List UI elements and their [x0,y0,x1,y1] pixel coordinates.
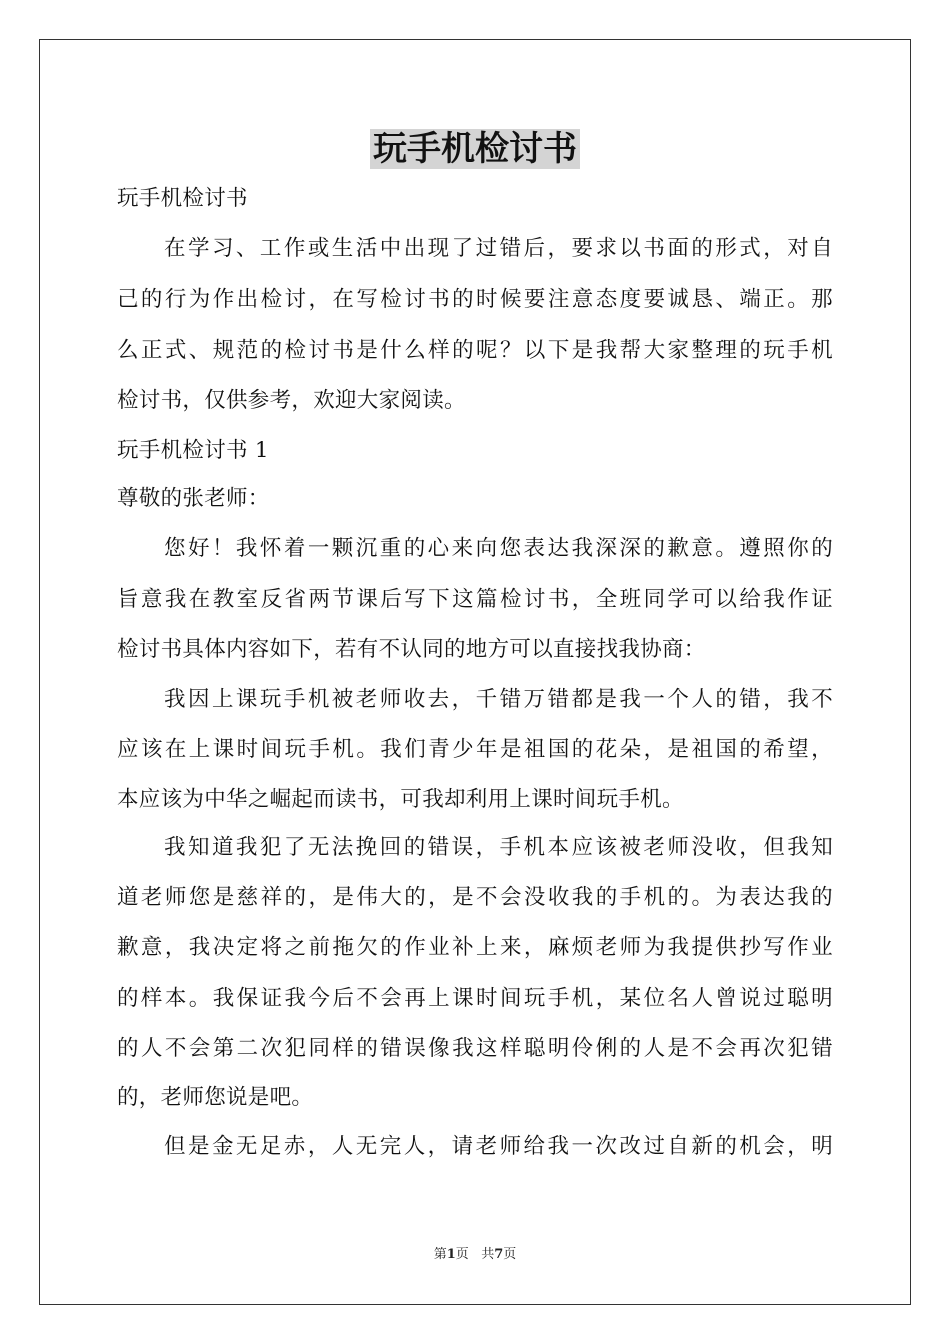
paragraph2-line-2: 应该在上课时间玩手机。我们青少年是祖国的花朵，是祖国的希望， [117,737,833,762]
paragraph1-line-2: 旨意我在教室反省两节课后写下这篇检讨书，全班同学可以给我作证 [117,587,833,612]
page-border [39,39,911,1305]
document-title [0,124,950,174]
paragraph1-line-3: 检讨书具体内容如下，若有不认同的地方可以直接找我协商： [117,637,706,662]
total-prefix: 共 [481,1247,495,1262]
page-prefix: 第 [433,1247,447,1262]
paragraph3-line-4: 的样本。我保证我今后不会再上课时间玩手机，某位名人曾说过聪明 [117,986,833,1011]
paragraph4-line-1: 但是金无足赤，人无完人，请老师给我一次改过自新的机会，明 [164,1134,833,1159]
paragraph3-line-3: 歉意，我决定将之前拖欠的作业补上来，麻烦老师为我提供抄写作业 [117,935,833,960]
salutation: 尊敬的张老师： [117,486,270,511]
paragraph2-line-3: 本应该为中华之崛起而读书，可我却利用上课时间玩手机。 [117,787,684,812]
paragraph1-line-1: 您好！我怀着一颗沉重的心来向您表达我深深的歉意。遵照你的 [164,536,833,561]
intro-line-4: 检讨书，仅供参考，欢迎大家阅读。 [117,388,466,413]
document-subtitle: 玩手机检讨书 [117,186,248,211]
paragraph3-line-1: 我知道我犯了无法挽回的错误，手机本应该被老师没收，但我知 [164,835,833,860]
paragraph2-line-1: 我因上课玩手机被老师收去，千错万错都是我一个人的错，我不 [164,687,833,712]
page-footer [0,1247,950,1263]
page-suffix: 页 [455,1247,469,1262]
page-number: 1 [446,1247,456,1262]
total-suffix: 页 [503,1247,517,1262]
section-heading: 玩手机检讨书 1 [117,438,269,463]
document-title-text: 玩手机检讨书 [370,129,580,169]
paragraph3-line-2: 道老师您是慈祥的，是伟大的，是不会没收我的手机的。为表达我的 [117,885,833,910]
intro-line-1: 在学习、工作或生活中出现了过错后，要求以书面的形式，对自 [164,236,833,261]
intro-line-3: 么正式、规范的检讨书是什么样的呢？以下是我帮大家整理的玩手机 [117,338,833,363]
paragraph3-line-5: 的人不会第二次犯同样的错误像我这样聪明伶俐的人是不会再次犯错 [117,1036,833,1061]
total-pages: 7 [494,1247,504,1262]
paragraph3-line-6: 的，老师您说是吧。 [117,1085,314,1110]
intro-line-2: 己的行为作出检讨，在写检讨书的时候要注意态度要诚恳、端正。那 [117,287,833,312]
